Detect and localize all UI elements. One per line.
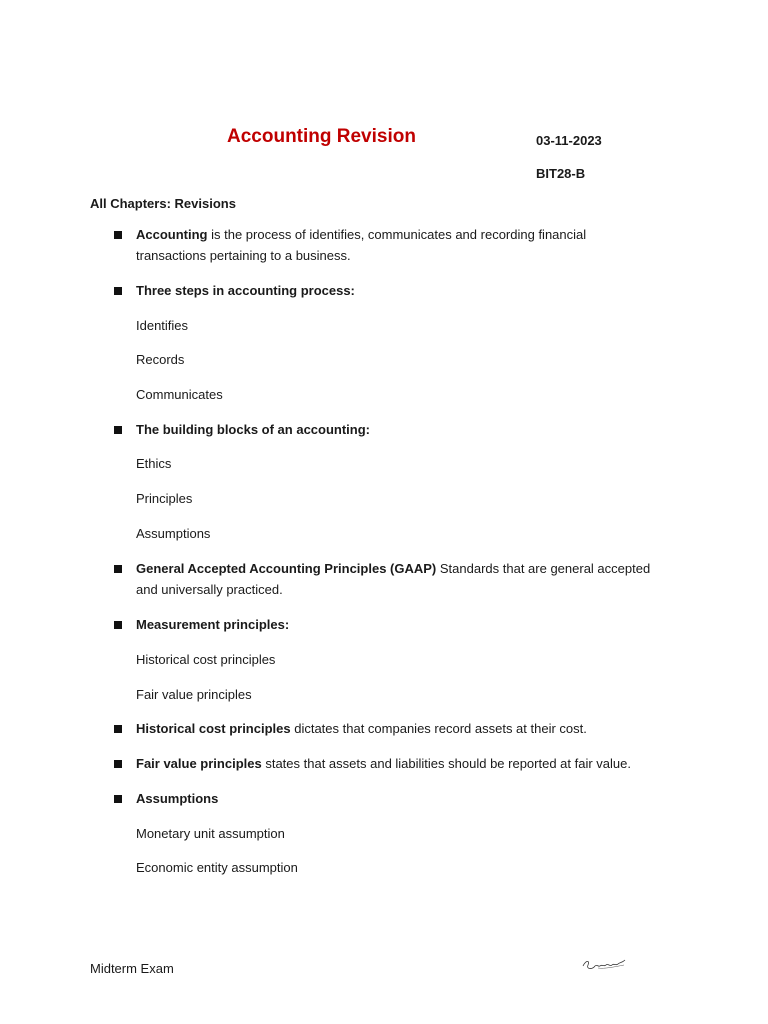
- bullet-bold-term: The building blocks of an accounting:: [136, 422, 370, 437]
- class-code: BIT28-B: [536, 166, 586, 181]
- sub-item: Ethics: [136, 456, 172, 471]
- bullet-square-icon: [114, 231, 122, 239]
- footer-label: Midterm Exam: [90, 961, 174, 976]
- bullet-historical-cost: [136, 720, 587, 738]
- sub-item: Records: [136, 352, 185, 367]
- bullet-square-icon: [114, 565, 122, 573]
- bullet-bold-term: Three steps in accounting process:: [136, 283, 355, 298]
- bullet-square-icon: [114, 287, 122, 295]
- sub-item: Historical cost principles: [136, 652, 276, 667]
- sub-item: Communicates: [136, 387, 223, 402]
- bullet-gaap: [136, 560, 650, 578]
- sub-item: Assumptions: [136, 526, 211, 541]
- bullet-text: Standards that are general accepted: [436, 561, 651, 576]
- bullet-assumptions: [136, 790, 218, 808]
- bullet-three-steps: [136, 282, 355, 300]
- sub-item: Identifies: [136, 318, 189, 333]
- bullet-square-icon: [114, 725, 122, 733]
- sub-item: Principles: [136, 491, 193, 506]
- bullet-text: states that assets and liabilities should be reported at fair value.: [261, 756, 631, 771]
- sub-item: Monetary unit assumption: [136, 826, 285, 841]
- bullet-square-icon: [114, 621, 122, 629]
- bullet-bold-term: Historical cost principles: [136, 721, 291, 736]
- bullet-bold-term: Assumptions: [136, 791, 219, 806]
- bullet-square-icon: [114, 795, 122, 803]
- bullet-bold-term: Measurement principles:: [136, 617, 290, 632]
- document-date: 03-11-2023: [536, 133, 602, 148]
- bullet-continuation: transactions pertaining to a business.: [136, 248, 351, 263]
- bullet-continuation: and universally practiced.: [136, 582, 283, 597]
- sub-item: Fair value principles: [136, 687, 252, 702]
- bullet-square-icon: [114, 426, 122, 434]
- bullet-bold-term: General Accepted Accounting Principles (GAAP): [136, 561, 437, 576]
- bullet-accounting-definition: [136, 226, 586, 244]
- signature-image: [580, 954, 628, 974]
- sub-item: Economic entity assumption: [136, 860, 298, 875]
- bullet-building-blocks: [136, 421, 370, 439]
- bullet-bold-term: Accounting: [136, 227, 208, 242]
- bullet-fair-value: [136, 755, 631, 773]
- bullet-text: dictates that companies record assets at their cost.: [290, 721, 587, 736]
- page-title: Accounting Revision: [227, 126, 416, 147]
- bullet-bold-term: Fair value principles: [136, 756, 262, 771]
- section-heading: All Chapters: Revisions: [90, 196, 236, 211]
- bullet-measurement: [136, 616, 289, 634]
- bullet-square-icon: [114, 760, 122, 768]
- bullet-text: is the process of identifies, communicates and recording financial: [207, 227, 587, 242]
